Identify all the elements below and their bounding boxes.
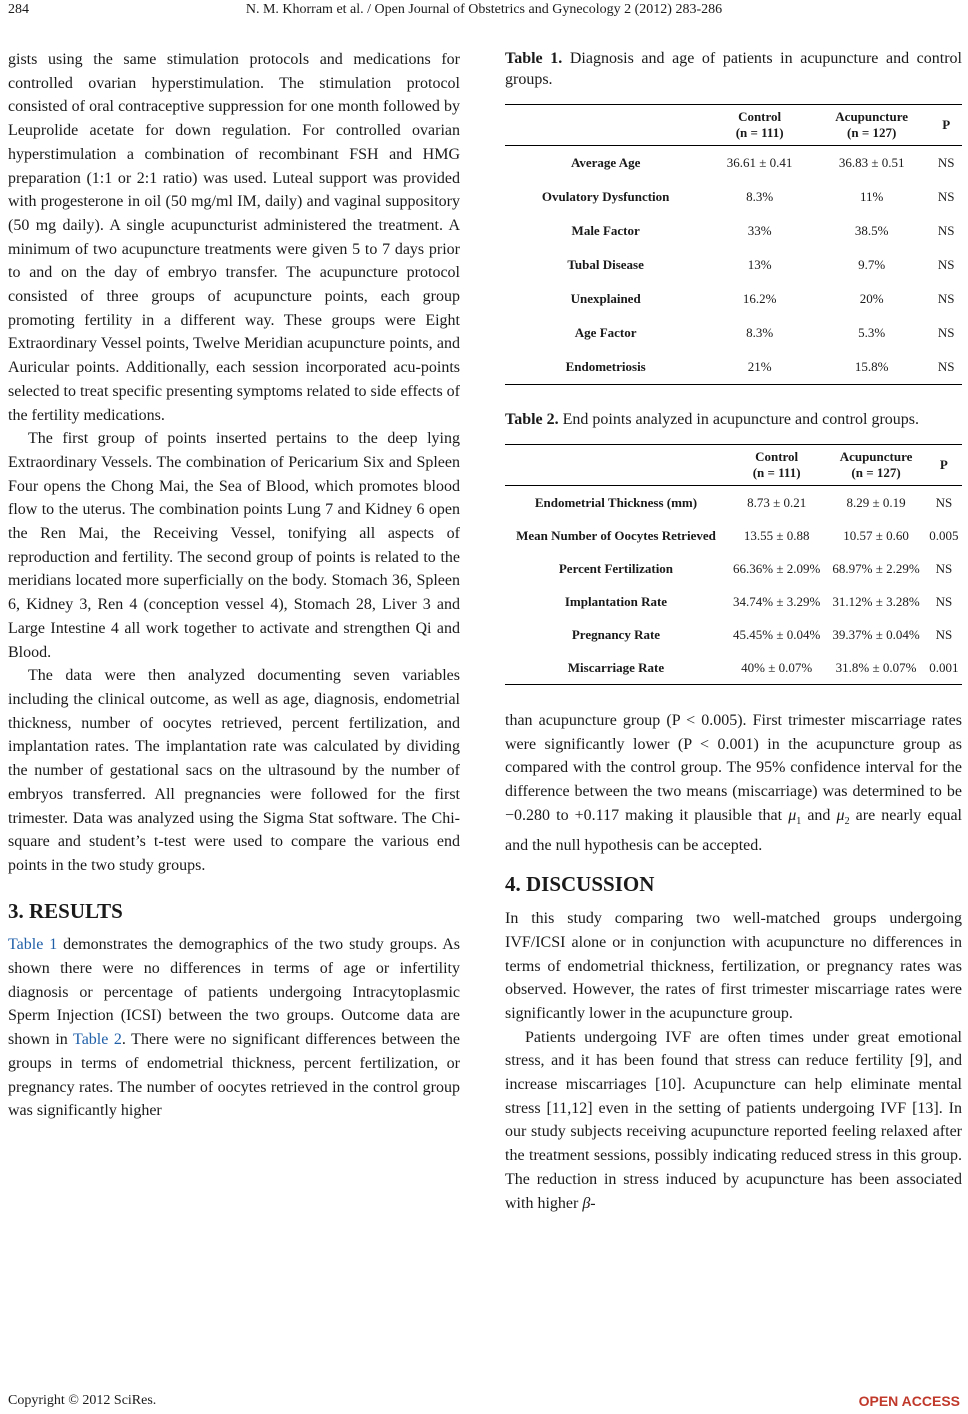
left-column xyxy=(8,48,460,1123)
table-cell: 36.61 ± 0.41 xyxy=(726,155,793,171)
table-cell: 8.3% xyxy=(746,189,774,205)
row-label: Unexplained xyxy=(570,291,641,307)
discussion-heading: 4. DISCUSSION xyxy=(505,872,655,897)
table-cell: 34.74% ± 3.29% xyxy=(732,593,821,609)
table-row xyxy=(505,180,962,214)
table-cell: 40% ± 0.07% xyxy=(727,651,826,685)
row-label: Mean Number of Oocytes Retrieved xyxy=(516,527,716,543)
table-cell: 20% xyxy=(859,291,884,307)
table2-caption-text: End points analyzed in acupuncture and control groups. xyxy=(558,411,919,428)
column-header: P xyxy=(926,445,962,486)
table-row xyxy=(505,316,962,350)
table-row xyxy=(505,552,962,585)
table-cell: 13% xyxy=(747,257,772,273)
page-number: 284 xyxy=(8,2,29,17)
table-row xyxy=(505,486,962,520)
column-header: Acupuncture (n = 127) xyxy=(813,105,930,146)
table-cell: 39.37% ± 0.04% xyxy=(832,626,920,642)
table-cell: 16.2% xyxy=(742,291,777,307)
running-title: N. M. Khorram et al. / Open Journal of Obstetrics and Gynecology 2 (2012) 283-286 xyxy=(245,2,723,17)
table2-label: Table 2. xyxy=(505,411,559,428)
table-cell: 5.3% xyxy=(858,325,886,341)
row-label: Implantation Rate xyxy=(564,593,668,609)
paragraph-text: . There were no significant differences between the groups in terms of endometrial thickness, percent fertilization, or pregnancy rates. The number of oocytes retrieved in the control group was significantly higher xyxy=(8,1031,461,1120)
table-cell: 45.45% ± 0.04% xyxy=(732,626,821,642)
beta-symbol: β xyxy=(582,1194,591,1212)
table1 xyxy=(505,104,962,385)
table-cell: 10.57 ± 0.60 xyxy=(843,527,909,543)
table-cell: 33% xyxy=(747,223,772,239)
row-label: Male Factor xyxy=(571,223,640,239)
table-cell: 8.3% xyxy=(746,325,774,341)
paragraph: In this study comparing two well-matched groups undergoing IVF/ICSI alone or in conjunction with acupuncture no differences in terms of endometrial thickness, fertilization, or pregnancy rates was observed. However, the rates of first trimester miscarriage rates were significantly lower in the acupuncture group. xyxy=(505,910,962,1022)
table-cell: NS xyxy=(937,223,955,239)
paragraph-text: than acupuncture group (P < 0.005). First trimester miscarriage rates were significantly lower (P < 0.001) in the acupuncture group as compared with the control group. The 95% confidence interval for the difference between the two means (miscarriage) was determined to be −0.280 to +0.117 making it plausible that xyxy=(505,712,962,824)
column-header: Acupuncture (n = 127) xyxy=(826,445,925,486)
table-cell: 66.36% ± 2.09% xyxy=(732,560,821,576)
table-cell: 0.005 xyxy=(929,527,959,543)
table-cell: 31.8% ± 0.07% xyxy=(826,651,925,685)
table-cell: NS xyxy=(937,189,955,205)
table1-caption xyxy=(505,48,962,90)
paragraph xyxy=(8,933,460,1123)
results-heading: 3. RESULTS xyxy=(8,898,123,923)
table-row xyxy=(505,146,962,181)
table-cell: 9.7% xyxy=(858,257,886,273)
table1-label: Table 1. xyxy=(505,50,563,67)
subscript: 2 xyxy=(844,816,850,827)
table-cell: 21% xyxy=(706,350,813,385)
paragraph-text: demonstrates the demographics of the two study groups. As shown there were no differences in terms of age or infertility diagnosis or percentage of patients undergoing Intracytoplasmic Sperm Injection (ICSI) between the two groups. Outcome data are shown in xyxy=(8,936,460,1049)
table1-link[interactable]: Table 1 xyxy=(8,936,58,954)
row-label: Age Factor xyxy=(574,325,637,341)
table-row xyxy=(505,214,962,248)
row-label: Miscarriage Rate xyxy=(505,651,727,685)
table-header-row xyxy=(505,445,962,486)
mu-symbol: μ xyxy=(836,806,845,824)
table-cell: 68.97% ± 2.29% xyxy=(832,560,920,576)
row-label: Ovulatory Dysfunction xyxy=(541,189,670,205)
table-cell: 15.8% xyxy=(813,350,930,385)
table-cell: 31.12% ± 3.28% xyxy=(832,593,920,609)
row-label: Pregnancy Rate xyxy=(571,626,661,642)
row-label: Average Age xyxy=(570,155,641,171)
paragraph: gists using the same stimulation protocols and medications for controlled ovarian hyperstimulation. The stimulation protocol consisted of oral contraceptive suppression for one month followed by Leuprolide acetate for down regulation. For controlled ovarian hyperstimulation a combination of recombinant FSH and HMG preparation (1:1 or 2:1 ratio) was used. Luteal support was provided with progesterone in oil (50 mg/ml IM, daily) and vaginal suppository (50 mg daily). A single acupuncturist administered the treatment. A minimum of two acupuncture treatments were given 5 to 7 days prior to and on the day of embryo transfer. The acupuncture protocol consisted of three groups of acupuncture points, each group promoting fertility in a different way. These groups were Eight Extraordinary Vessel points, Twelve Meridian acupuncture points, and Auricular points. Additionally, each session incorporated acu-points selected to treat specific presenting symptoms related to side effects of the fertility medications. xyxy=(8,51,460,424)
table-cell: 38.5% xyxy=(854,223,889,239)
paragraph: The data were then analyzed documenting seven variables including the clinical outcome, as well as age, diagnosis, endometrial thickness, number of oocytes retrieved, percent fertilization, and implantation rates. The implantation rate was calculated by dividing the number of gestational sacs on the ultrasound by the number of embryos transferred. All pregnancies were followed for the first trimester. Data was analyzed using the Sigma Stat software. The Chi-square and student’s t-test were used to compare the various end points in the two study groups. xyxy=(8,667,460,874)
paragraph-text: and xyxy=(801,806,837,824)
row-label: Endometriosis xyxy=(505,350,706,385)
paragraph xyxy=(505,709,962,857)
column-header: P xyxy=(930,105,962,146)
table-cell: NS xyxy=(935,494,953,510)
mu-symbol: μ xyxy=(788,806,797,824)
paragraph: The first group of points inserted pertains to the deep lying Extraordinary Vessels. The combination of Pericarium Six and Spleen Four opens the Chong Mai, the Sea of Blood, which promotes blood flow to the uterus. The combination points Lung 7 and Kidney 6 open the Ren Mai, the Receiving Vessel, tonifying all aspects of reproduction and fertility. The second group of points is related to the meridians located more superficially on the body. Stomach 36, Spleen 6, Kidney 3, Ren 4 (conception vessel 4), Stomach 28, Liver 3 and Large Intestine 4 all work together to activate and strengthen Qi and Blood. xyxy=(8,430,460,661)
table-cell: NS xyxy=(937,257,955,273)
table-cell: 8.29 ± 0.19 xyxy=(846,494,906,510)
table-cell: 13.55 ± 0.88 xyxy=(743,527,810,543)
column-header xyxy=(505,105,706,146)
table-cell: NS xyxy=(937,155,955,171)
table2-caption xyxy=(505,409,962,430)
right-column xyxy=(505,48,962,1215)
paragraph xyxy=(505,1026,962,1216)
table-cell: NS xyxy=(930,350,962,385)
column-header xyxy=(505,445,727,486)
table-cell: NS xyxy=(935,560,953,576)
open-access-badge: OPEN ACCESS xyxy=(858,1393,960,1409)
row-label: Tubal Disease xyxy=(567,257,644,273)
table-header-row xyxy=(505,105,962,146)
table-cell: NS xyxy=(937,291,955,307)
table-cell: NS xyxy=(937,325,955,341)
table-row xyxy=(505,519,962,552)
table-cell: NS xyxy=(935,593,953,609)
paragraph-text: - xyxy=(590,1194,596,1212)
table-row xyxy=(505,618,962,651)
table-cell: 0.001 xyxy=(926,651,962,685)
table-row xyxy=(505,585,962,618)
row-label: Percent Fertilization xyxy=(558,560,674,576)
table2-link[interactable]: Table 2 xyxy=(73,1031,122,1049)
table1-caption-text: Diagnosis and age of patients in acupuncture and control groups. xyxy=(505,50,962,88)
paragraph-text: are nearly equal and the null hypothesis can be accepted. xyxy=(505,806,962,854)
column-header: Control (n = 111) xyxy=(706,105,813,146)
table2 xyxy=(505,444,962,685)
table-row xyxy=(505,651,962,685)
table-row xyxy=(505,282,962,316)
table-cell: 36.83 ± 0.51 xyxy=(838,155,905,171)
table-cell: 11% xyxy=(859,189,884,205)
table-row xyxy=(505,350,962,385)
table-row xyxy=(505,248,962,282)
subscript: 1 xyxy=(796,816,802,827)
paragraph-text: Patients undergoing IVF are often times under great emotional stress, and it has been found that stress can reduce fertility [9], and increase miscarriages [10]. Acupuncture can help eliminate mental stress [11,12] even in the setting of patients undergoing IVF [13]. In our study subjects receiving acupuncture reported feeling relaxed after the treatment sessions, possibly indicating reduced stress in this group. The reduction in stress induced by acupuncture has been associated with higher xyxy=(505,1028,962,1212)
table-cell: NS xyxy=(935,626,953,642)
copyright: Copyright © 2012 SciRes. xyxy=(8,1393,157,1408)
column-header: Control (n = 111) xyxy=(727,445,826,486)
row-label: Endometrial Thickness (mm) xyxy=(534,494,698,510)
table-cell: 8.73 ± 0.21 xyxy=(747,494,807,510)
